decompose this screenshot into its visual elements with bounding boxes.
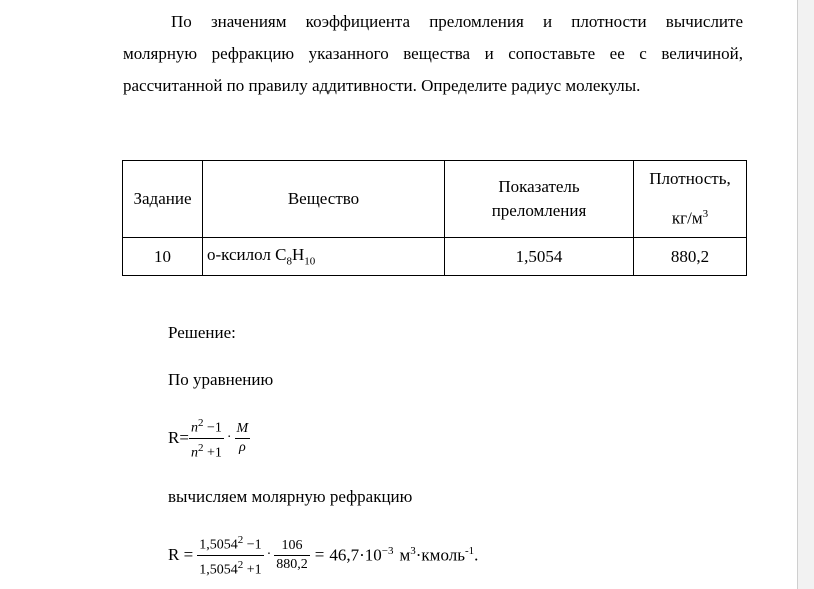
formula2-fraction-1: [197, 531, 263, 579]
formula-numeric: [168, 530, 478, 580]
formula2-den-exp: 2: [237, 558, 244, 571]
formula2-unit-m: м: [399, 545, 411, 565]
by-equation-text: По уравнению: [168, 370, 274, 389]
cell-refractive-index: 1,5054: [445, 238, 634, 276]
solution-heading: Решение:: [168, 323, 236, 342]
problem-line-3: рассчитанной по правилу аддитивности. Определите радиус молекулы.: [123, 76, 641, 95]
formula2-numerator: [197, 531, 263, 555]
formula2-denominator: [197, 556, 263, 580]
formula1-den-rest: +1: [206, 445, 222, 461]
formula2-num-base: 1,5054: [199, 537, 238, 553]
formula2-unit: [400, 545, 479, 566]
formula1-num-rest: −1: [206, 420, 222, 436]
header-task: Задание: [123, 161, 203, 238]
header-refr-line1: Показатель: [498, 177, 580, 196]
density-unit-exp: 3: [702, 207, 709, 220]
header-density: [634, 161, 747, 238]
formula1-lhs: R=: [168, 428, 189, 447]
problem-statement: [123, 6, 743, 102]
formula2-f2-num: 106: [281, 537, 303, 553]
table-header-row: [123, 161, 747, 238]
formula1-den-n: n: [190, 445, 198, 461]
substance-sub2: 10: [304, 255, 316, 268]
formula-general: [168, 414, 250, 462]
cell-substance: [203, 238, 445, 276]
formula2-unit-rest: ·кмоль: [415, 545, 465, 565]
table-row: [123, 238, 747, 276]
problem-line-2: молярную рефракцию указанного вещества и сопоставьте ее с величиной,: [123, 44, 743, 63]
formula1-denominator: [189, 439, 224, 463]
density-unit: кг/м: [671, 208, 703, 228]
formula2-num-rest: −1: [246, 537, 262, 553]
formula2-result: [329, 545, 393, 566]
data-table: [122, 160, 747, 276]
problem-line-1: По значениям коэффициента преломления и плотности вычислите: [171, 12, 743, 31]
formula1-rho: ρ: [238, 439, 246, 455]
formula2-num-exp: 2: [237, 533, 244, 546]
substance-sub1: 8: [286, 255, 292, 268]
formula2-equals: =: [314, 545, 325, 564]
formula2-den-base: 1,5054: [199, 562, 238, 578]
formula1-fraction-n: [189, 414, 224, 462]
formula1-num-exp: 2: [197, 416, 204, 429]
substance-name: о-ксилол C: [207, 245, 287, 265]
formula1-num-n: n: [190, 420, 198, 436]
header-substance: Вещество: [203, 161, 445, 238]
formula1-fraction-m: [235, 420, 251, 457]
formula1-den-exp: 2: [197, 441, 204, 454]
formula2-f2-den: 880,2: [276, 556, 308, 572]
header-refractive-index: [445, 161, 634, 238]
cell-density: 880,2: [634, 238, 747, 276]
formula2-fraction-2: [274, 537, 310, 574]
formula2-den-rest: +1: [246, 562, 262, 578]
formula2-lhs: R =: [168, 545, 194, 564]
substance-h: H: [291, 245, 305, 265]
formula2-unit-exp: -1: [464, 544, 475, 557]
formula2-dot: ·: [266, 547, 272, 562]
header-refr-line2: преломления: [491, 201, 587, 220]
formula1-dot: ·: [226, 430, 232, 445]
formula2-unit-m-exp: 3: [410, 544, 416, 557]
cell-task: 10: [123, 238, 203, 276]
header-density-line1: Плотность,: [649, 168, 731, 188]
formula1-m: M: [236, 420, 249, 436]
page-edge: [797, 0, 814, 589]
formula1-numerator: [189, 414, 224, 438]
header-density-line2: [634, 202, 746, 231]
compute-text: вычисляем молярную рефракцию: [168, 487, 413, 506]
formula2-period: .: [474, 545, 479, 565]
formula2-result-value: 46,7·10: [329, 545, 382, 565]
formula2-result-exp: −3: [381, 544, 394, 557]
